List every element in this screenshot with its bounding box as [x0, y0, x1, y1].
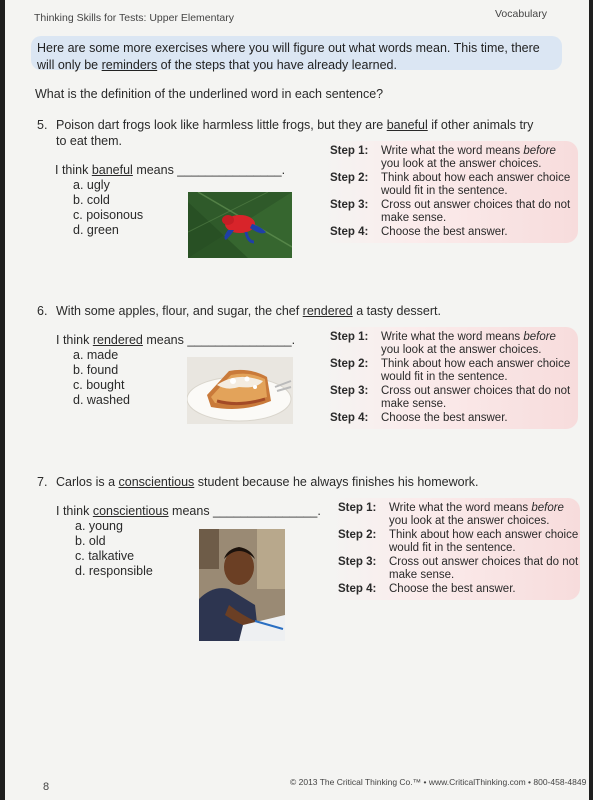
q5-think-prefix: I think	[55, 163, 92, 177]
q7-choice-b[interactable]: b. old	[75, 534, 106, 548]
step4-label: Step 4:	[330, 412, 369, 424]
page-number: 8	[43, 781, 50, 793]
q5-think-blank: means _______________.	[132, 163, 286, 177]
q7-think-prefix: I think	[56, 504, 93, 518]
q5-sentence-start: Poison dart frogs look like harmless little frogs, but they are	[56, 118, 387, 132]
q7-number: 7.	[37, 475, 48, 489]
q6-number: 6.	[37, 304, 48, 318]
q5-target-word: baneful	[386, 118, 428, 132]
step1-text-end: you look at the answer choices.	[381, 158, 542, 171]
page-edge-left	[0, 0, 5, 800]
page-edge-right	[589, 0, 593, 800]
q5-steps-box	[322, 141, 578, 243]
intro-text-start: Here are some more exercises where you will figure out what words mean. This time, there will only be	[37, 41, 540, 72]
q7-sentence	[56, 474, 546, 490]
step2-text: Think about how each answer choice would fit in the sentence.	[381, 172, 571, 198]
intro-box	[31, 36, 562, 70]
step2-label: Step 2:	[330, 358, 369, 370]
q6-think-line	[56, 333, 295, 348]
book-title: Thinking Skills for Tests: Upper Elementary	[34, 12, 234, 24]
section-title: Vocabulary	[495, 8, 547, 20]
step3-label: Step 3:	[338, 556, 377, 568]
q6-choice-b[interactable]: b. found	[73, 363, 119, 377]
q6-think-blank: means _______________.	[142, 333, 296, 347]
copyright-footer: © 2013 The Critical Thinking Co.™ • www.CriticalThinking.com • 800-458-4849	[290, 777, 587, 787]
q7-choice-c[interactable]: c. talkative	[75, 549, 135, 563]
step3-label: Step 3:	[330, 199, 369, 211]
q7-think-blank: means _______________.	[168, 504, 321, 518]
step1-label: Step 1:	[330, 331, 369, 343]
instruction-prompt: What is the definition of the underlined word in each sentence?	[35, 87, 384, 101]
q6-steps-box	[322, 327, 578, 429]
step4-text: Choose the best answer.	[389, 583, 516, 595]
step3-text: Cross out answer choices that do not make sense.	[381, 385, 571, 411]
step4-text: Choose the best answer.	[381, 226, 508, 238]
q5-choice-b[interactable]: b. cold	[73, 193, 110, 207]
q7-choice-d[interactable]: d. responsible	[75, 564, 153, 578]
step1-text	[381, 331, 577, 358]
step4-text: Choose the best answer.	[381, 412, 508, 424]
q5-think-line	[55, 163, 285, 178]
step4-label: Step 4:	[330, 226, 369, 238]
q5-choice-a[interactable]: a. ugly	[73, 178, 110, 192]
step2-label: Step 2:	[338, 529, 377, 541]
q7-target-word: conscientious	[118, 475, 195, 489]
q7-steps-box	[330, 498, 580, 600]
step1-text-emphasis: before	[523, 331, 556, 343]
step2-text: Think about how each answer choice would fit in the sentence.	[389, 529, 579, 555]
step3-text: Cross out answer choices that do not make sense.	[389, 556, 579, 582]
q6-target-word: rendered	[302, 304, 353, 318]
step3-text: Cross out answer choices that do not make sense.	[381, 199, 571, 225]
q7-think-line	[56, 504, 321, 519]
step1-text-end: you look at the answer choices.	[381, 344, 542, 357]
q5-sentence-end: if other animals try to eat them.	[56, 118, 534, 148]
step1-text-start: Write what the word means	[389, 502, 532, 514]
step1-text-start: Write what the word means	[381, 331, 524, 343]
step1-text-start: Write what the word means	[381, 145, 524, 157]
q6-sentence-end: a tasty dessert.	[352, 304, 441, 318]
step3-label: Step 3:	[330, 385, 369, 397]
q7-think-word: conscientious	[92, 504, 169, 518]
q6-choice-c[interactable]: c. bought	[73, 378, 125, 392]
q7-sentence-start: Carlos is a	[56, 475, 119, 489]
intro-text-end: of the steps that you have already learned.	[157, 58, 397, 72]
q6-choice-a[interactable]: a. made	[73, 348, 119, 362]
q5-think-word: baneful	[91, 163, 133, 177]
q7-sentence-end: student because he always finishes his homework.	[194, 475, 479, 489]
step1-text	[381, 145, 577, 172]
poison-dart-frog-photo	[188, 192, 292, 258]
q7-choice-a[interactable]: a. young	[75, 519, 123, 533]
q5-number: 5.	[37, 118, 48, 132]
q6-choice-d[interactable]: d. washed	[73, 393, 130, 407]
q6-sentence	[56, 303, 546, 319]
intro-underlined-word: reminders	[101, 58, 158, 72]
student-homework-photo	[199, 529, 285, 641]
dessert-photo	[187, 357, 293, 424]
step2-label: Step 2:	[330, 172, 369, 184]
q5-choice-d[interactable]: d. green	[73, 223, 119, 237]
step1-text-end: you look at the answer choices.	[389, 515, 550, 528]
q6-think-word: rendered	[92, 333, 143, 347]
step1-text-emphasis: before	[523, 145, 556, 157]
step2-text: Think about how each answer choice would fit in the sentence.	[381, 358, 571, 384]
step4-label: Step 4:	[338, 583, 377, 595]
q5-choice-c[interactable]: c. poisonous	[73, 208, 144, 222]
step1-label: Step 1:	[338, 502, 377, 514]
step1-text-emphasis: before	[531, 502, 564, 514]
step1-text	[389, 502, 585, 529]
step1-label: Step 1:	[330, 145, 369, 157]
q6-sentence-start: With some apples, flour, and sugar, the chef	[56, 304, 303, 318]
q6-think-prefix: I think	[56, 333, 93, 347]
